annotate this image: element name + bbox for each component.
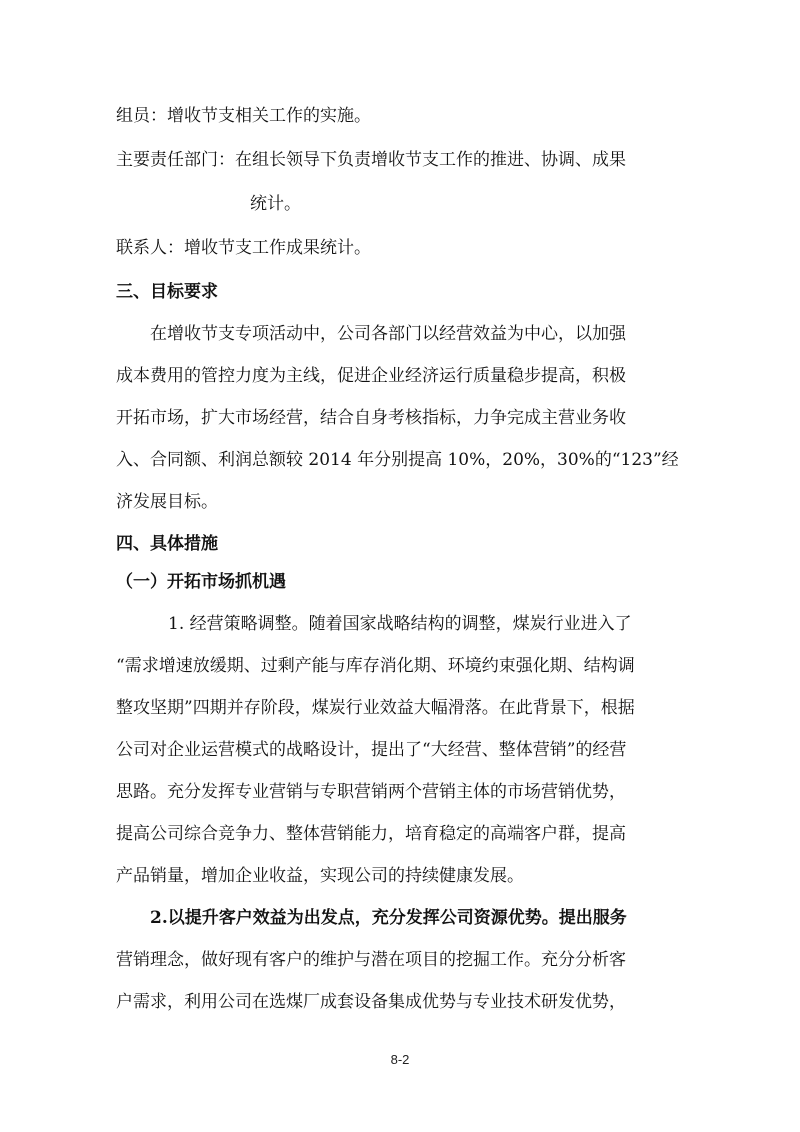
paragraph-line: 开拓市场，扩大市场经营，结合自身考核指标，力争完成主营业务收 bbox=[116, 408, 626, 428]
paragraph-line: 营销理念，做好现有客户的维护与潜在项目的挖掘工作。充分分析客 bbox=[116, 950, 626, 970]
dept-role-line-continued: 统计。 bbox=[250, 194, 301, 214]
paragraph-line: 思路。充分发挥专业营销与专职营销两个营销主体的市场营销优势， bbox=[116, 782, 626, 802]
subsection-heading-market: （一）开拓市场抓机遇 bbox=[116, 572, 286, 592]
paragraph-line: 济发展目标。 bbox=[116, 492, 218, 512]
paragraph-line: “需求增速放缓期、过剩产能与库存消化期、环境约束强化期、结构调 bbox=[116, 656, 635, 676]
member-role-line: 组员：增收节支相关工作的实施。 bbox=[116, 106, 371, 126]
paragraph-line: 产品销量，增加企业收益，实现公司的持续健康发展。 bbox=[116, 866, 524, 886]
contact-role-line: 联系人：增收节支工作成果统计。 bbox=[116, 238, 371, 258]
page-number: 8-2 bbox=[390, 1052, 410, 1067]
paragraph-line: 成本费用的管控力度为主线，促进企业经济运行质量稳步提高，积极 bbox=[116, 366, 626, 386]
paragraph-line-bold-lead: 2.以提升客户效益为出发点，充分发挥公司资源优势。提出服务 bbox=[150, 908, 627, 928]
paragraph-line: 入、合同额、利润总额较 2014 年分别提高 10%，20%，30%的“123”经 bbox=[116, 450, 679, 470]
paragraph-line: 1. 经营策略调整。随着国家战略结构的调整，煤炭行业进入了 bbox=[168, 614, 632, 634]
section-heading-measures: 四、具体措施 bbox=[116, 534, 218, 554]
paragraph-line: 提高公司综合竞争力、整体营销能力，培育稳定的高端客户群，提高 bbox=[116, 824, 626, 844]
dept-role-line: 主要责任部门：在组长领导下负责增收节支工作的推进、协调、成果 bbox=[116, 150, 626, 170]
paragraph-line: 公司对企业运营模式的战略设计，提出了“大经营、整体营销”的经营 bbox=[116, 740, 627, 760]
section-heading-goals: 三、目标要求 bbox=[116, 282, 218, 302]
paragraph-line: 在增收节支专项活动中，公司各部门以经营效益为中心，以加强 bbox=[150, 324, 626, 344]
paragraph-line: 户需求，利用公司在选煤厂成套设备集成优势与专业技术研发优势， bbox=[116, 992, 626, 1012]
paragraph-line: 整攻坚期”四期并存阶段，煤炭行业效益大幅滑落。在此背景下，根据 bbox=[116, 698, 635, 718]
